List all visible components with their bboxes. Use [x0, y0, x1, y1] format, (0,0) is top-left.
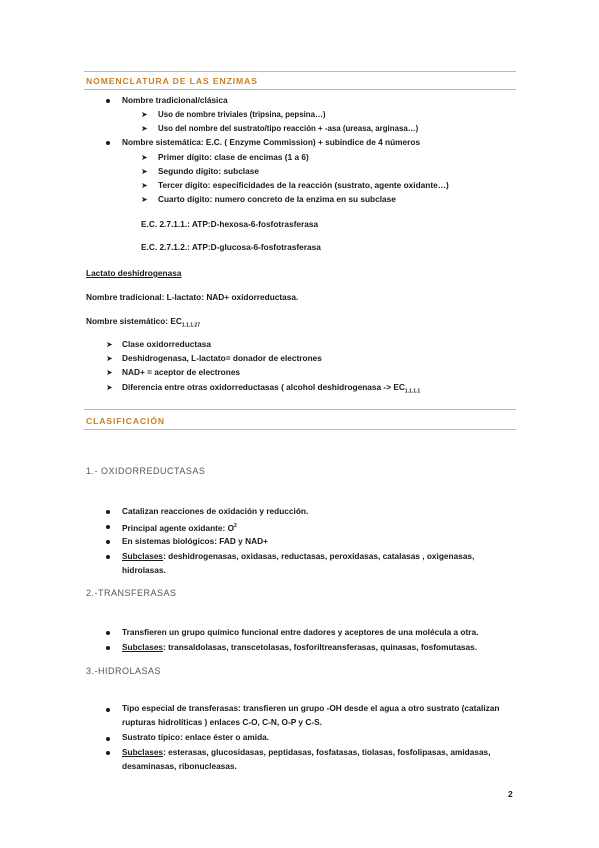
ec-example-glucosa: E.C. 2.7.1.2.: ATP:D-glucosa-6-fosfotrasferasa: [141, 242, 321, 252]
hidro-item-tipo-cont: rupturas hidrolíticas ) enlaces C-O, C-N, O-P y C-S.: [122, 717, 322, 727]
transf-item-subclases: Subclases: transaldolasas, transcetolasas, fosforiltreansferasas, quinasas, fosfomutasas.: [122, 642, 478, 652]
arrow-bullet-icon: ➤: [141, 153, 148, 162]
heading-oxidorreductasas: 1.- OXIDORREDUCTASAS: [86, 466, 206, 476]
oxido-item-agente: Principal agente oxidante: $O^2$: [122, 522, 237, 533]
bullet-icon: [106, 708, 110, 712]
arrow-bullet-icon: ➤: [141, 181, 148, 190]
hidro-item-subclases-cont: desaminasas, ribonucleasas.: [122, 761, 237, 771]
lactato-item-donador: Deshidrogenasa, L-lactato= donador de electrones: [122, 353, 322, 363]
page-number: 2: [508, 789, 513, 799]
lactato-nombre-sistematico: Nombre sistemático: $EC_{1.1.1.27}$: [86, 316, 200, 329]
bullet-icon: [106, 631, 110, 635]
section-title-nomenclatura: NOMENCLATURA DE LAS ENZIMAS: [86, 76, 258, 86]
bullet-icon: [106, 540, 110, 544]
lactato-heading: Lactato deshidrogenasa: [86, 268, 182, 278]
arrow-bullet-icon: ➤: [141, 124, 148, 133]
lactato-item-diferencia: Diferencia entre otras oxidorreductasas ( alcohol deshidrogenasa -> $EC_{1.1.1.1}$: [122, 382, 421, 395]
ec-example-hexosa: E.C. 2.7.1.1.: ATP:D-hexosa-6-fosfotrasferasa: [141, 219, 319, 229]
bullet-icon: [106, 751, 110, 755]
oxido-item-subclases-cont: hidrolasas.: [122, 565, 166, 575]
lactato-item-clase: Clase oxidorreductasa: [122, 339, 211, 349]
arrow-bullet-icon: ➤: [141, 195, 148, 204]
hidro-item-subclases: Subclases: esterasas, glucosidasas, peptidasas, fosfatasas, tiolasas, fosfolipasas, amidasas,: [122, 747, 491, 757]
nombre-sistematica-item: Nombre sistemática: E.C. ( Enzyme Commission) + subíndice de 4 números: [122, 137, 421, 147]
oxido-item-catalizan: Catalizan reacciones de oxidación y reducción.: [122, 506, 309, 516]
segundo-digito-item: Segundo dígito: subclase: [158, 166, 259, 176]
bullet-icon: [106, 99, 110, 103]
lactato-item-aceptor: NAD+ = aceptor de electrones: [122, 367, 241, 377]
heading-transferasas: 2.-TRANSFERASAS: [86, 588, 177, 598]
section-rule-top: [84, 409, 516, 410]
section-rule-bottom: [84, 429, 516, 430]
transf-item-transfieren: Transfieren un grupo químico funcional entre dadores y aceptores de una molécula a otra.: [122, 627, 479, 637]
oxido-item-sistemas: En sistemas biológicos: FAD y NAD+: [122, 536, 268, 546]
hidro-item-sustrato: Sustrato típico: enlace éster o amida.: [122, 732, 270, 742]
tercer-digito-item: Tercer dígito: especificidades de la reacción (sustrato, agente oxidante…): [158, 180, 449, 190]
section-rule-top: [84, 71, 516, 72]
primer-digito-item: Primer dígito: clase de encimas (1 a 6): [158, 152, 309, 162]
bullet-icon: [106, 141, 110, 145]
hidro-item-tipo: Tipo especial de transferasas: transfieren un grupo -OH desde el agua a otro sustrato (catalizan: [122, 703, 500, 713]
trivial-names-item: Uso de nombre triviales (tripsina, pepsina…): [158, 110, 326, 119]
substrate-name-item: Uso del nombre del sustrato/tipo reacción + -asa (ureasa, arginasa…): [158, 124, 419, 133]
heading-hidrolasas: 3.-HIDROLASAS: [86, 666, 162, 676]
cuarto-digito-item: Cuarto dígito: numero concreto de la enzima en su subclase: [158, 194, 396, 204]
bullet-icon: [106, 646, 110, 650]
arrow-bullet-icon: ➤: [106, 340, 113, 349]
oxido-item-subclases: Subclases: deshidrogenasas, oxidasas, reductasas, peroxidasas, catalasas , oxigenasas,: [122, 551, 475, 561]
arrow-bullet-icon: ➤: [141, 110, 148, 119]
bullet-icon: [106, 737, 110, 741]
bullet-icon: [106, 525, 110, 529]
arrow-bullet-icon: ➤: [106, 383, 113, 392]
arrow-bullet-icon: ➤: [106, 368, 113, 377]
section-rule-bottom: [84, 89, 516, 90]
bullet-icon: [106, 510, 110, 514]
nombre-tradicional-item: Nombre tradicional/clásica: [122, 95, 228, 105]
lactato-nombre-tradicional: Nombre tradicional: L-lactato: NAD+ oxidorreductasa.: [86, 292, 299, 302]
bullet-icon: [106, 555, 110, 559]
arrow-bullet-icon: ➤: [106, 354, 113, 363]
section-title-clasificacion: CLASIFICACIÓN: [86, 416, 166, 426]
arrow-bullet-icon: ➤: [141, 167, 148, 176]
